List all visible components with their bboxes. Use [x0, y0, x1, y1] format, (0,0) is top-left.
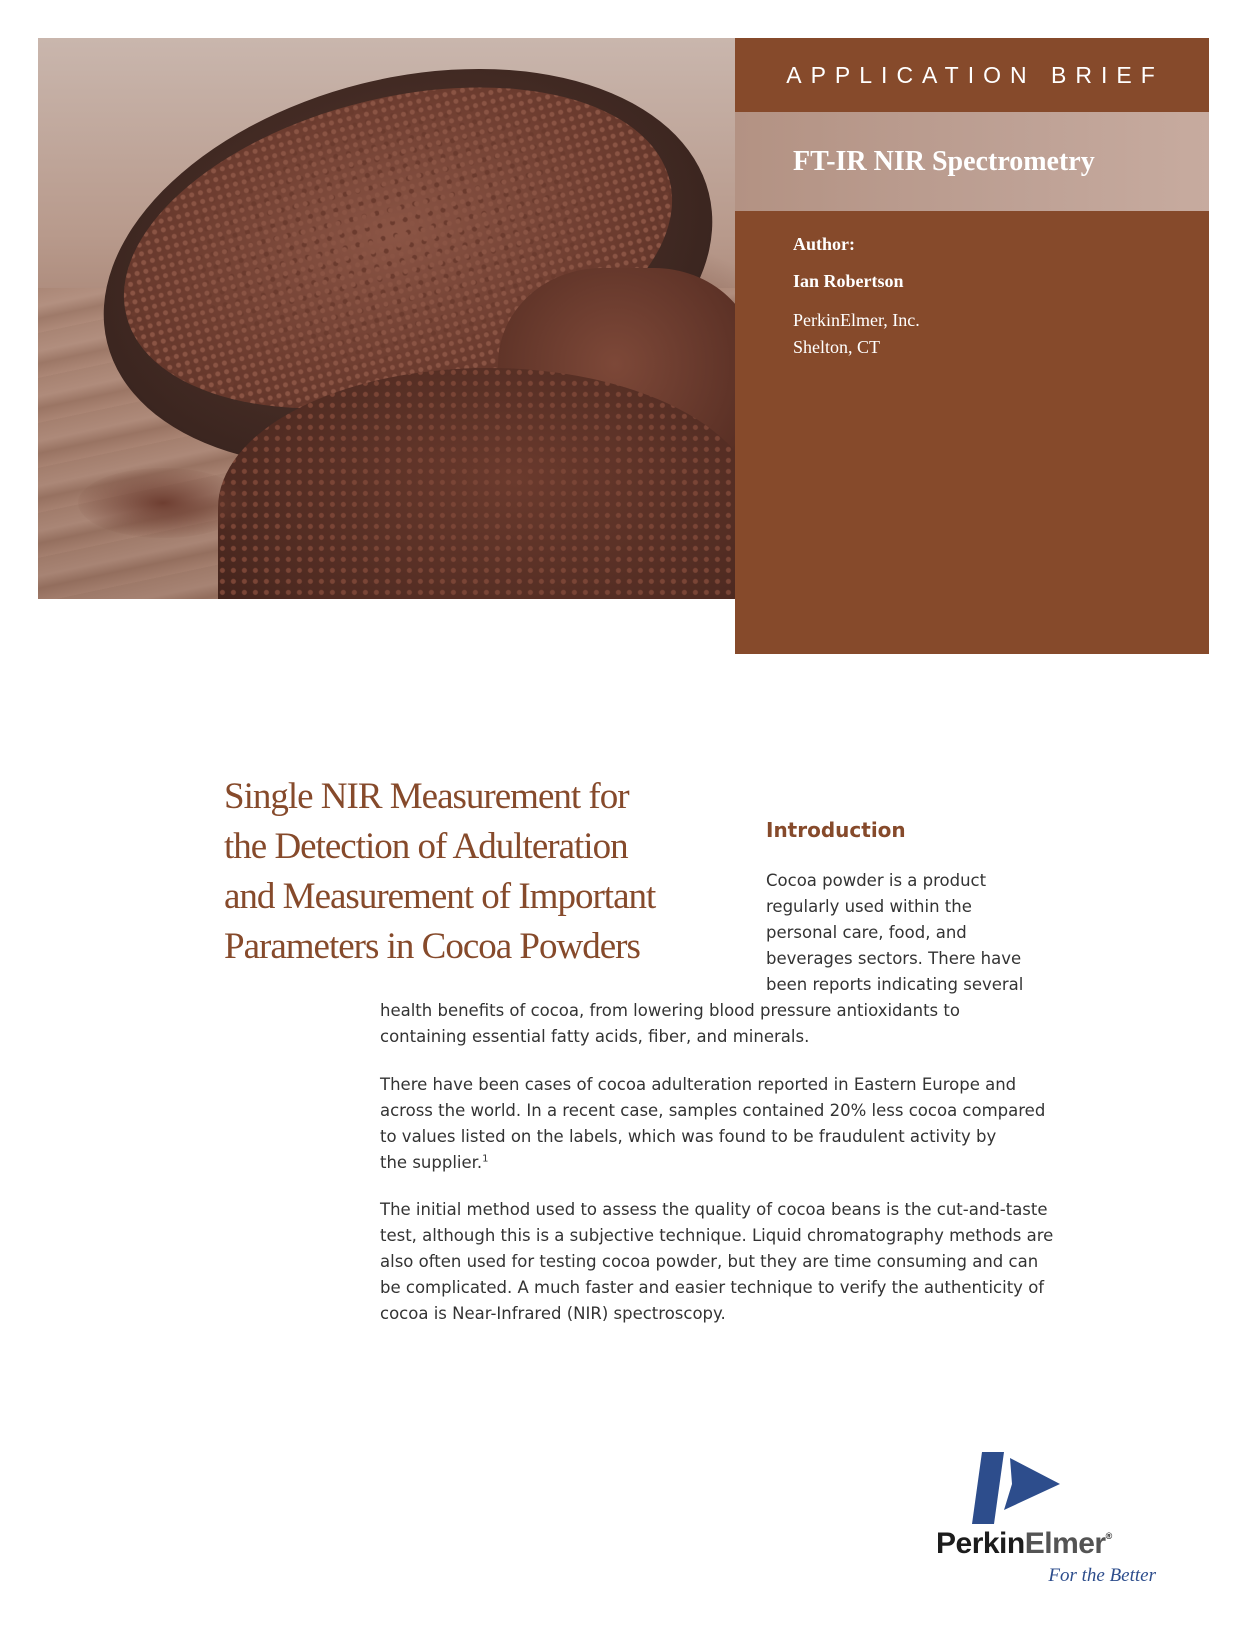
text-line: be complicated. A much faster and easier technique to verify the authenticity of	[380, 1278, 1045, 1297]
text-line: across the world. In a recent case, samples contained 20% less cocoa compared	[380, 1101, 1046, 1120]
intro-paragraph-wide	[380, 998, 960, 1050]
title-line: Parameters in Cocoa Powders	[224, 926, 640, 967]
paragraph-adulteration	[380, 1072, 1045, 1176]
subject-band	[735, 112, 1209, 211]
text-line	[380, 1150, 1045, 1176]
organization: PerkinElmer, Inc.	[793, 310, 920, 330]
author-affiliation	[793, 307, 920, 361]
intro-paragraph-narrow	[766, 868, 1023, 998]
footnote-marker: 1	[482, 1153, 489, 1165]
introduction-heading: Introduction	[766, 818, 906, 842]
text-line: also often used for testing cocoa powder, but they are time consuming and can	[380, 1252, 1039, 1271]
doc-type-label: APPLICATION BRIEF	[786, 61, 1164, 88]
text-line: Cocoa powder is a product	[766, 871, 987, 890]
location: Shelton, CT	[793, 337, 881, 357]
text-line: The initial method used to assess the quality of cocoa beans is the cut-and-taste	[380, 1200, 1048, 1219]
page-title	[224, 772, 744, 972]
title-line: the Detection of Adulteration	[224, 826, 628, 867]
text-line: personal care, food, and	[766, 923, 967, 942]
logo-wordmark	[936, 1527, 1112, 1561]
title-line: Single NIR Measurement for	[224, 776, 629, 817]
subject-label: FT-IR NIR Spectrometry	[793, 146, 1095, 177]
text-line: beverages sectors. There have	[766, 949, 1022, 968]
application-brief-banner	[735, 38, 1209, 112]
text-line: containing essential fatty acids, fiber, and minerals.	[380, 1027, 810, 1046]
title-line: and Measurement of Important	[224, 876, 656, 917]
powder-spill	[78, 468, 248, 538]
text-line: health benefits of cocoa, from lowering blood pressure antioxidants to	[380, 1001, 960, 1020]
text-line: to values listed on the labels, which was found to be fraudulent activity by	[380, 1127, 997, 1146]
author-label: Author:	[793, 234, 855, 254]
text-line: regularly used within the	[766, 897, 972, 916]
author-panel	[735, 211, 1209, 654]
registered-mark: ®	[1105, 1531, 1112, 1541]
perkinelmer-logo-icon	[936, 1450, 1166, 1530]
perkinelmer-logo	[936, 1450, 1166, 1590]
author-name: Ian Robertson	[793, 271, 904, 291]
text-line: There have been cases of cocoa adulteration reported in Eastern Europe and	[380, 1075, 1017, 1094]
paragraph-methods	[380, 1197, 1053, 1327]
logo-word-perkin: Perkin	[936, 1527, 1025, 1560]
last-line-text: the supplier.	[380, 1153, 483, 1172]
text-line: test, although this is a subjective technique. Liquid chromatography methods are	[380, 1226, 1054, 1245]
text-line: cocoa is Near-Infrared (NIR) spectroscopy.	[380, 1304, 726, 1323]
logo-tagline: For the Better	[1048, 1565, 1156, 1586]
cocoa-powder-photo	[38, 38, 735, 599]
text-line: been reports indicating several	[766, 975, 1024, 994]
logo-word-elmer: Elmer	[1024, 1527, 1106, 1560]
